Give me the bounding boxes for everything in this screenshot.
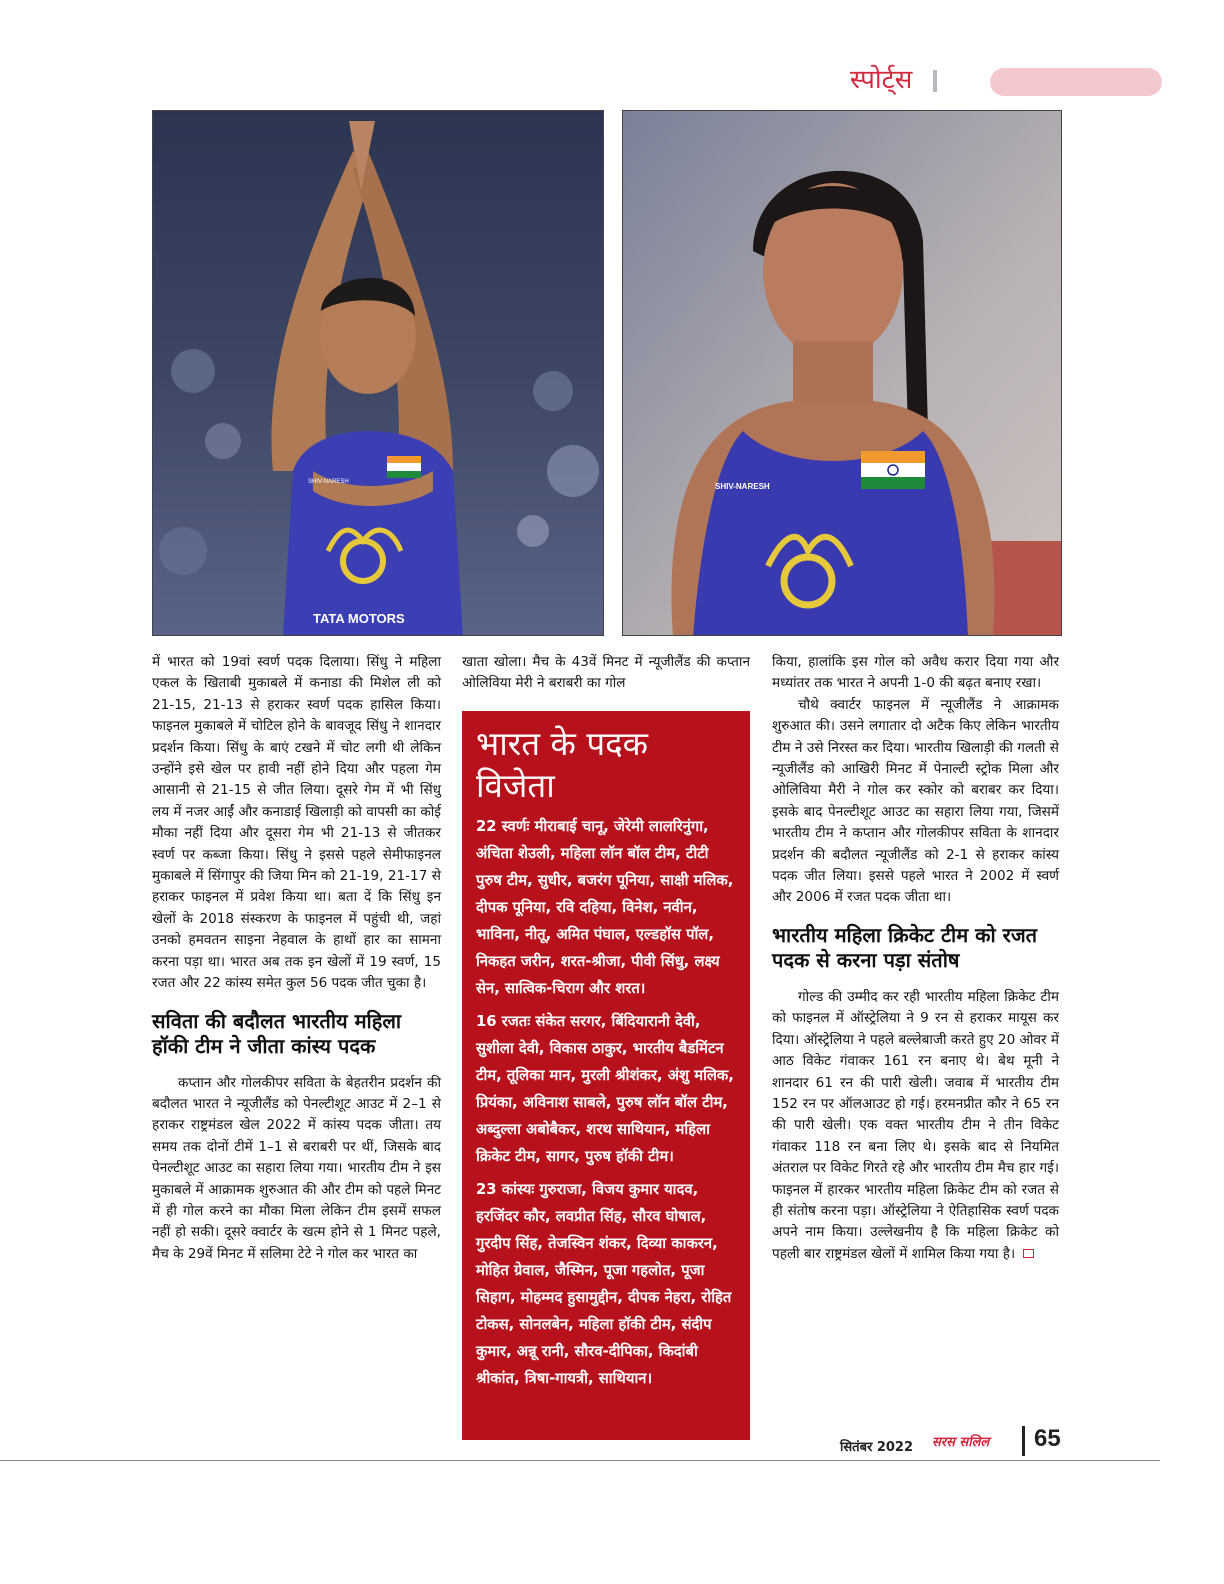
section-decoration bbox=[990, 68, 1162, 96]
subheading-hockey: सविता की बदौलत भारतीय महिला हॉकी टीम ने जीता कांस्य पदक bbox=[152, 1008, 402, 1058]
end-mark-icon bbox=[1023, 1249, 1034, 1258]
article-column-3 bbox=[772, 652, 1059, 1265]
medal-winners-box bbox=[462, 711, 750, 1440]
paragraph: गोल्ड की उम्मीद कर रही भारतीय महिला क्रिकेट टीम को फाइनल में ऑस्ट्रेलिया ने 9 रन से हराकर मायूस कर दिया। ऑस्ट्रेलिया ने पहले बल्लेबाजी करते हुए 20 ओवर में आठ विकेट गंवाकर 161 रन बनाए थे। बेथ मूनी ने शानदार 61 रन की पारी खेली। जवाब में भारतीय टीम 152 रन पर ऑलआउट हो गई। हरमनप्रीत कौर ने 65 रन की पारी खेली। एक वक्त भारतीय टीम ने तीन विकेट गंवाकर 118 रन बना लिए थे। इसके बाद से नियमित अंतराल पर विकेट गिरते रहे और भारतीय टीम मैच हार गई। फाइनल में हारकर भारतीय महिला क्रिकेट टीम को रजत से ही संतोष करना पड़ा। ऑस्ट्रेलिया ने ऐतिहासिक स्वर्ण पदक अपने नाम किया। उल्लेखनीय है कि महिला क्रिकेट को पहली बार राष्ट्रमंडल खेलों में शामिल किया गया है। bbox=[772, 988, 1060, 1262]
silver-medal-list: 16 रजतः संकेत सरगर, बिंदियारानी देवी, सुशीला देवी, विकास ठाकुर, भारतीय बैडमिंटन टीम, तूलिका मान, मुरली श्रीशंकर, अंशु मलिक, प्रियंका, अविनाश साबले, पुरुष लॉन बॉल टीम, अब्दुल्ला अबोबैकर, शरथ साथियान, महिला क्रिकेट टीम, सागर, पुरुष हॉकी टीम। bbox=[476, 1013, 734, 1165]
magazine-logo: सरस सलिल bbox=[932, 1435, 990, 1450]
subheading-cricket: भारतीय महिला क्रिकेट टीम को रजत पदक से करना पड़ा संतोष bbox=[772, 922, 1038, 972]
medal-box-title: भारत के पदक विजेता bbox=[476, 724, 648, 805]
bronze-medal-list: 23 कांस्यः गुरुराजा, विजय कुमार यादव, हरजिंदर कौर, लवप्रीत सिंह, सौरव घोषाल, गुरदीप सिंह, तेजस्विन शंकर, दिव्या काकरन, मोहित ग्रेवाल, जैस्मिन, पूजा गहलोत, पूजा सिहाग, मोहम्मद हुसामुद्दीन, दीपक नेहरा, रोहित टोकस, सोनलबेन, महिला हॉकी टीम, संदीप कुमार, अन्नू रानी, सौरव-दीपिका, किदांबी श्रीकांत, त्रिषा-गायत्री, साथियान। bbox=[476, 1181, 732, 1387]
footer-divider bbox=[1022, 1426, 1025, 1456]
brand-text: SHIV-NARESH bbox=[308, 479, 349, 485]
wrestler-photo-left bbox=[152, 110, 604, 636]
paragraph: में भारत को 19वां स्वर्ण पदक दिलाया। सिंधु ने महिला एकल के खिताबी मुकाबले में कनाडा की मिशेल ली को 21-15, 21-13 से हराकर स्वर्ण पदक हासिल किया। फाइनल मुकाबले में चोटिल होने के बावजूद सिंधु ने शानदार प्रदर्शन किया। सिंधु के बाएं टखने में चोट लगी थी लेकिन उन्होंने इसे खेल पर हावी नहीं होने दिया और पहला गेम आसानी से 21-15 से जीत लिया। दूसरे गेम में भी सिंधु लय में नजर आईं और कनाडाई खिलाड़ी को वापसी का कोई मौका नहीं दिया और दूसरा गेम भी 21-13 से जीतकर स्वर्ण पर कब्जा किया। सिंधु ने इससे पहले सेमीफाइनल मुकाबले में सिंगापुर की जिया मिन को 21-19, 21-17 से हराकर फाइनल में प्रवेश किया था। बता दें कि सिंधु इन खेलों के 2018 संस्करण के फाइनल में पहुंची थी, जहां उनको हमवतन साइना नेहवाल के हाथों हार का सामना करना पड़ा था। भारत अब तक इन खेलों में 19 स्वर्ण, 15 रजत और 22 कांस्य समेत कुल 56 पदक जीत चुका है। bbox=[152, 654, 441, 992]
article-column-2 bbox=[462, 652, 750, 695]
section-label: स्पोर्ट्स bbox=[850, 65, 913, 95]
paragraph: कप्तान और गोलकीपर सविता के बेहतरीन प्रदर्शन की बदौलत भारत ने न्यूजीलैंड को पेनल्टीशूट आउट में 2–1 से हराकर राष्ट्रमंडल खेल 2022 में कांस्य पदक जीता। तय समय तक दोनों टीमें 1–1 से बराबरी पर थीं, जिसके बाद पेनल्टीशूट आउट का सहारा लिया गया। भारतीय टीम ने इस मुकाबले में आक्रामक शुरुआत की और टीम को पहले मिनट में ही गोल करने का मौका मिला लेकिन टीम इसमें सफल नहीं हो सकी। दूसरे क्वार्टर के खत्म होने से 1 मिनट पहले, मैच के 29वें मिनट में सलिमा टेटे ने गोल कर भारत का bbox=[152, 1074, 441, 1262]
paragraph: किया, हालांकि इस गोल को अवैध करार दिया गया और मध्यांतर तक भारत ने अपनी 1-0 की बढ़त बनाए रखा। bbox=[772, 654, 1059, 692]
wrestler-photo-right bbox=[622, 110, 1062, 636]
paragraph: चौथे क्वार्टर फाइनल में न्यूजीलैंड ने आक्रामक शुरुआत की। उसने लगातार दो अटैक किए लेकिन भारतीय टीम ने उसे निरस्त कर दिया। भारतीय खिलाड़ी की गलती से न्यूजीलैंड को आखिरी मिनट में पेनाल्टी स्ट्रोक मिला और ओलिविया मैरी ने गोल कर स्कोर को बराबर कर दिया। इसके बाद पेनल्टीशूट आउट का सहारा लिया गया, जिसमें भारतीय टीम ने कप्तान और गोलकीपर सविता के शानदार प्रदर्शन की बदौलत न्यूजीलैंड को 2-1 से हराकर कांस्य पदक जीत लिया। इससे पहले भारत ने 2002 में स्वर्ण और 2006 में रजत पदक जीता था। bbox=[772, 696, 1059, 906]
article-column-1 bbox=[152, 652, 441, 1265]
gold-medal-list: 22 स्वर्णः मीराबाई चानू, जेरेमी लालरिनुंगा, अंचिता शेउली, महिला लॉन बॉल टीम, टीटी पुरुष टीम, सुधीर, बजरंग पूनिया, साक्षी मलिक, दीपक पूनिया, रवि दहिया, विनेश, नवीन, भाविना, नीतू, अमित पंघाल, एल्डहॉस पॉल, निकहत जरीन, शरत-श्रीजा, पीवी सिंधु, लक्ष्य सेन, सात्विक-चिराग और शरत। bbox=[476, 818, 734, 997]
page-number: 65 bbox=[1034, 1425, 1061, 1452]
issue-date: सितंबर 2022 bbox=[840, 1440, 914, 1455]
paragraph: खाता खोला। मैच के 43वें मिनट में न्यूजीलैंड की कप्तान ओलिविया मेरी ने बराबरी का गोल bbox=[462, 654, 750, 692]
brand-text: SHIV-NARESH bbox=[715, 482, 770, 491]
footer-rule bbox=[0, 1460, 1160, 1461]
jersey-text: TATA MOTORS bbox=[313, 611, 405, 626]
section-divider bbox=[933, 70, 937, 92]
